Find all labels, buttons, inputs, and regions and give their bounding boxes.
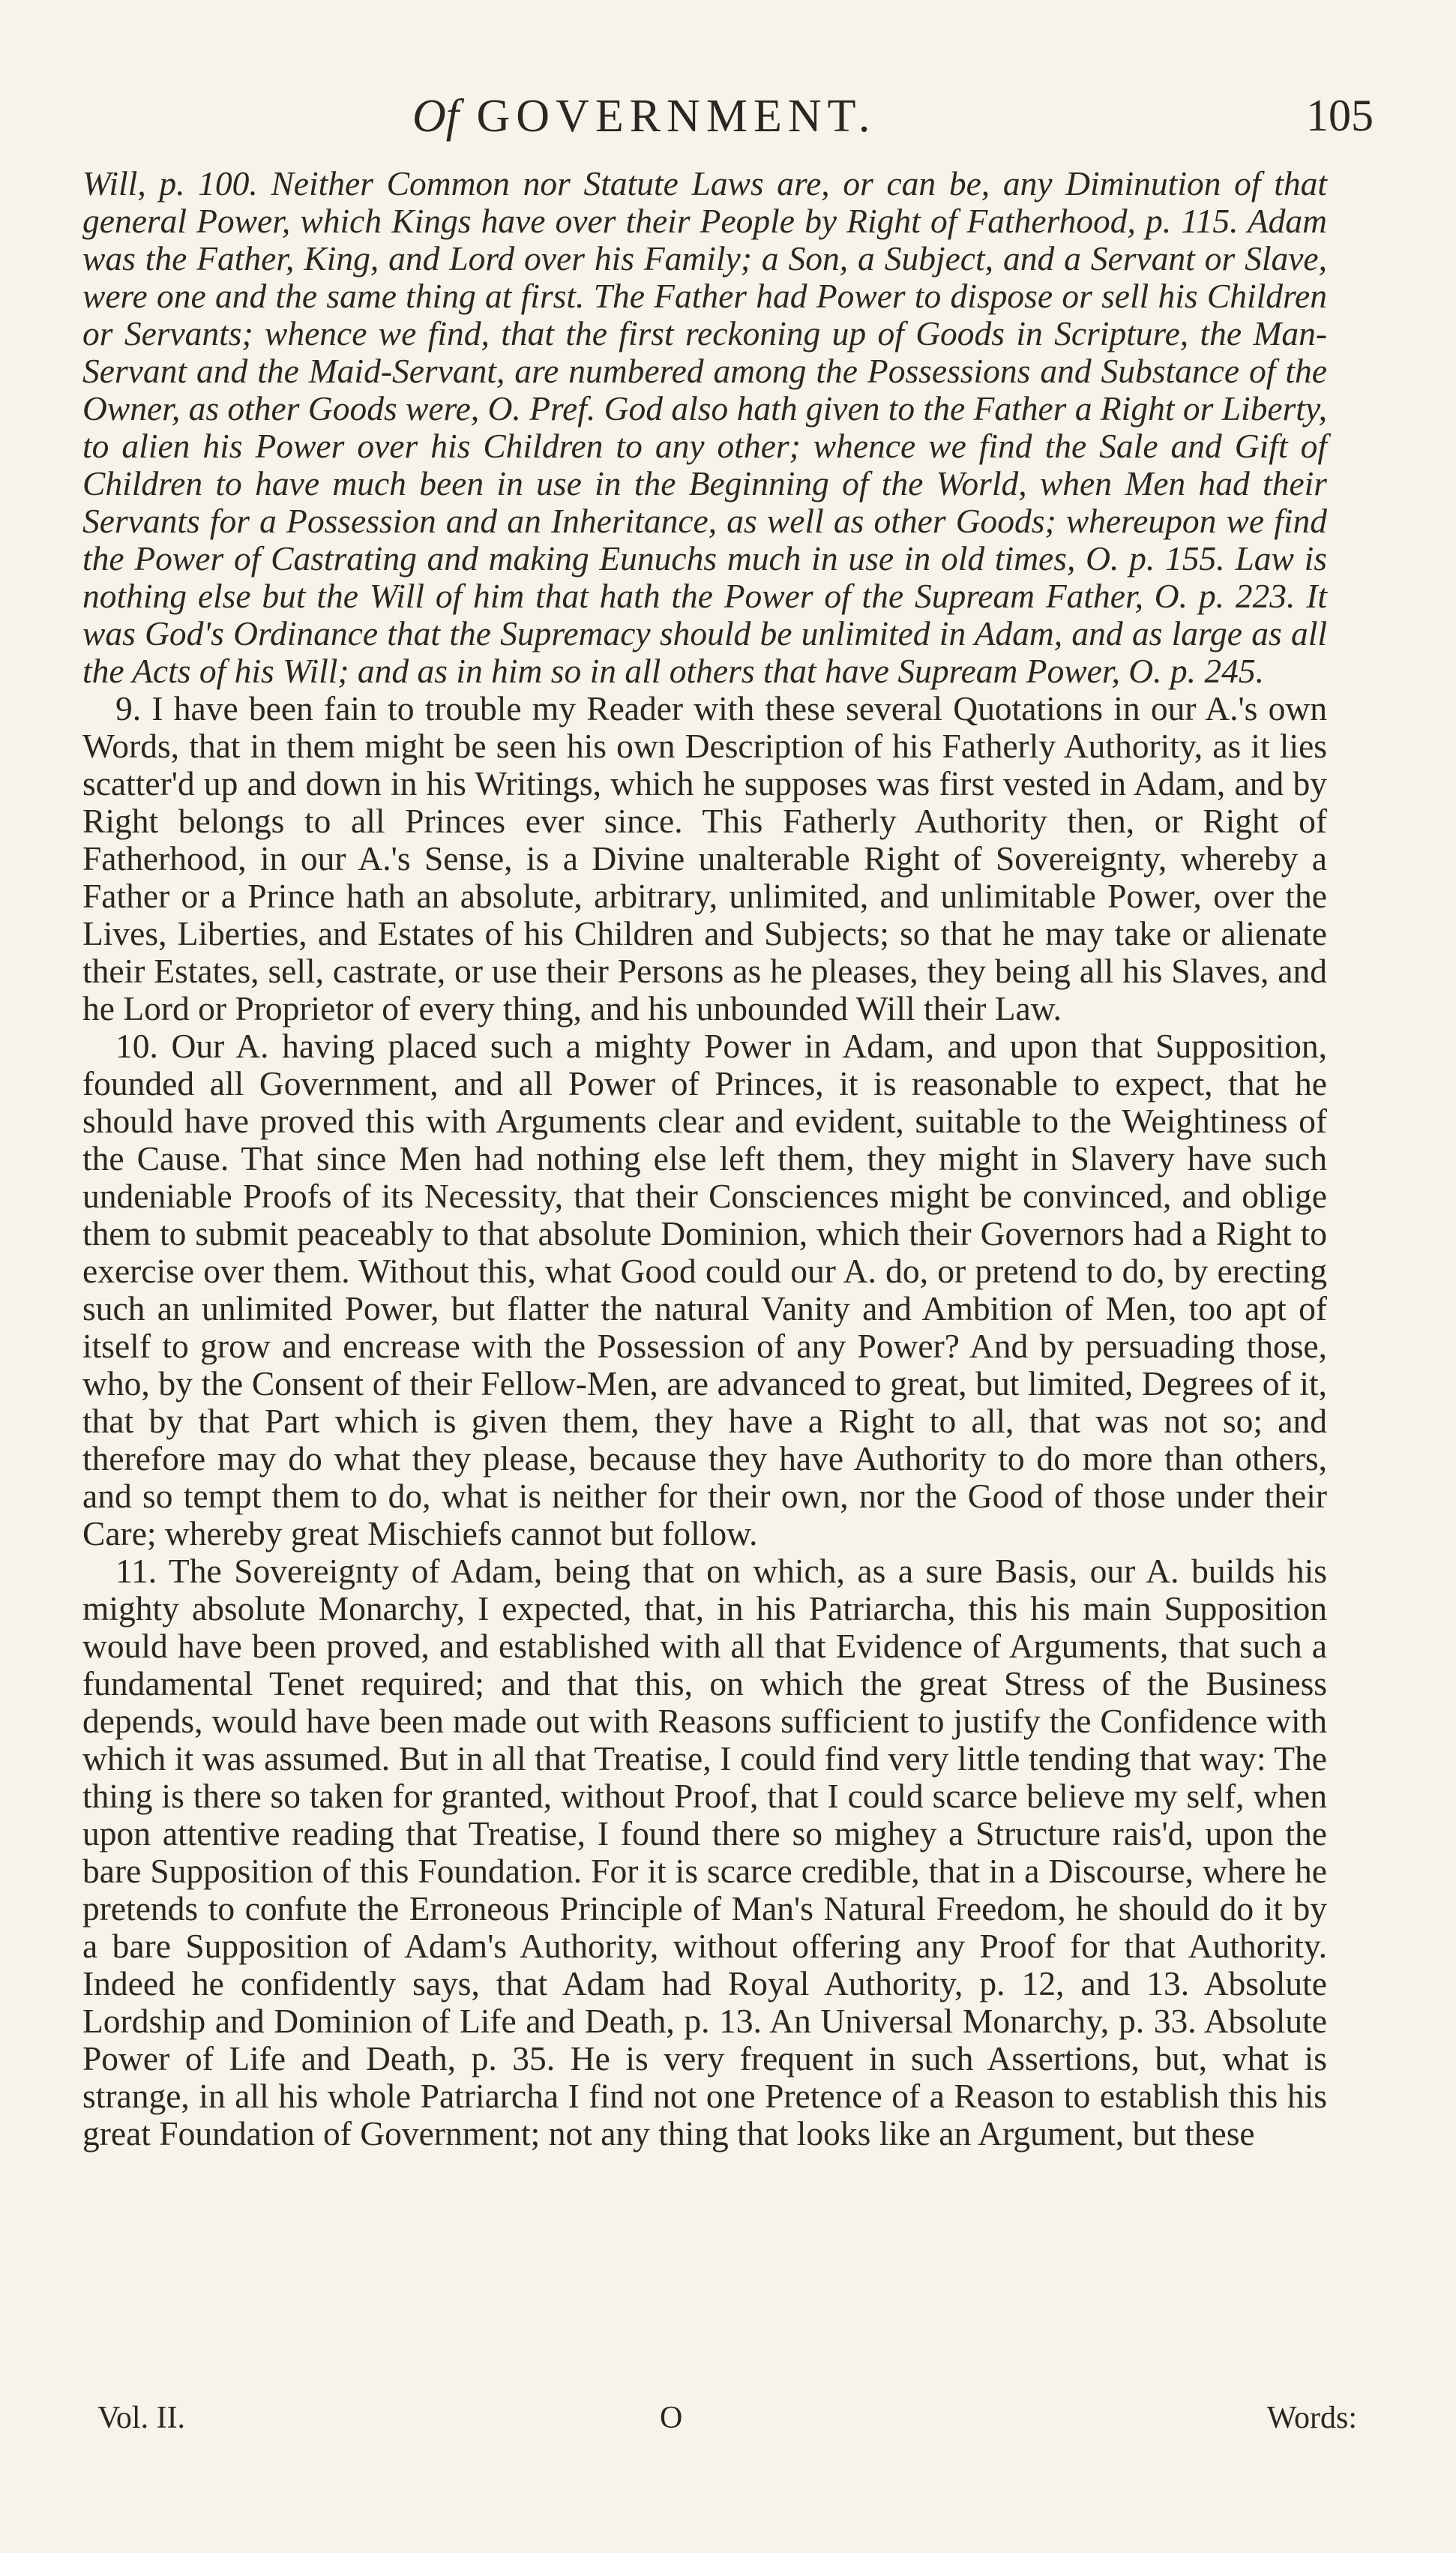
page-footer: [97, 2400, 1357, 2445]
running-title-of: Of: [412, 91, 459, 142]
page-number: 105: [1306, 91, 1374, 140]
section-9-paragraph: 9. I have been fain to trouble my Reader with these several Quotations in our A.'s own Words, that in them might be seen his own Description of his Fatherly Authority, as it lies scatter'd up and down in his Writings, which he supposes was first vested in Adam, and by Right belongs to all Princes ever since. This Fatherly Authority then, or Right of Fatherhood, in our A.'s Sense, is a Divine unalterable Right of Sovereignty, whereby a Father or a Prince hath an absolute, arbitrary, unlimited, and unlimitable Power, over the Lives, Liberties, and Estates of his Children and Subjects; so that he may take or alienate their Estates, sell, castrate, or use their Persons as he pleases, they being all his Slaves, and he Lord or Proprietor of every thing, and his unbounded Will their Law.: [82, 689, 1327, 1028]
running-title: [412, 90, 876, 143]
volume-label: Vol. II.: [97, 2401, 186, 2435]
running-title-main: GOVERNMENT.: [476, 91, 876, 142]
catchword: Words:: [1266, 2401, 1357, 2435]
quotations-paragraph: Will, p. 100. Neither Common nor Statute Laws are, or can be, any Diminution of that general Power, which Kings have over their People by Right of Fatherhood, p. 115. Adam was the Father, King, and Lord over his Family; a Son, a Subject, and a Servant or Slave, were one and the same thing at first. The Father had Power to dispose or sell his Children or Servants; whence we find, that the first reckoning up of Goods in Scripture, the Man-Servant and the Maid-Servant, are numbered among the Possessions and Substance of the Owner, as other Goods were, O. Pref. God also hath given to the Father a Right or Liberty, to alien his Power over his Children to any other; whence we find the Sale and Gift of Children to have much been in use in the Beginning of the World, when Men had their Servants for a Possession and an Inheritance, as well as other Goods; whereupon we find the Power of Castrating and making Eunuchs much in use in old times, O. p. 155. Law is nothing else but the Will of him that hath the Power of the Supream Father, O. p. 223. It was God's Ordinance that the Supremacy should be unlimited in Adam, and as large as all the Acts of his Will; and as in him so in all others that have Supream Power, O. p. 245.: [82, 164, 1327, 690]
section-10-paragraph: 10. Our A. having placed such a mighty Power in Adam, and upon that Supposition, founded all Government, and all Power of Princes, it is reasonable to expect, that he should have proved this with Arguments clear and evident, suitable to the Weightiness of the Cause. That since Men had nothing else left them, they might in Slavery have such undeniable Proofs of its Necessity, that their Consciences might be convinced, and oblige them to submit peaceably to that absolute Dominion, which their Governors had a Right to exercise over them. Without this, what Good could our A. do, or pretend to do, by erecting such an unlimited Power, but flatter the natural Vanity and Ambition of Men, too apt of itself to grow and encrease with the Possession of any Power? And by persuading those, who, by the Consent of their Fellow-Men, are advanced to great, but limited, Degrees of it, that by that Part which is given them, they have a Right to all, that was not so; and therefore may do what they please, because they have Authority to do more than others, and so tempt them to do, what is neither for their own, nor the Good of those under their Care; whereby great Mischiefs cannot but follow.: [82, 1027, 1327, 1552]
book-page: [82, 90, 1374, 2152]
signature-mark: O: [660, 2401, 683, 2435]
section-11-paragraph: 11. The Sovereignty of Adam, being that on which, as a sure Basis, our A. builds his mighty absolute Monarchy, I expected, that, in his Patriarcha, this his main Supposition would have been proved, and established with all that Evidence of Arguments, that such a fundamental Tenet required; and that this, on which the great Stress of the Business depends, would have been made out with Reasons sufficient to justify the Confidence with which it was assumed. But in all that Treatise, I could find very little tending that way: The thing is there so taken for granted, without Proof, that I could scarce believe my self, when upon attentive reading that Treatise, I found there so mighey a Structure rais'd, upon the bare Supposition of this Foundation. For it is scarce credible, that in a Discourse, where he pretends to confute the Erroneous Principle of Man's Natural Freedom, he should do it by a bare Supposition of Adam's Authority, without offering any Proof for that Authority. Indeed he confidently says, that Adam had Royal Authority, p. 12, and 13. Absolute Lordship and Dominion of Life and Death, p. 13. An Universal Monarchy, p. 33. Absolute Power of Life and Death, p. 35. He is very frequent in such Assertions, but, what is strange, in all his whole Patriarcha I find not one Pretence of a Reason to establish this his great Foundation of Government; not any thing that looks like an Argument, but these: [82, 1552, 1327, 2152]
running-header: [82, 90, 1374, 165]
body-text: [82, 165, 1327, 2152]
